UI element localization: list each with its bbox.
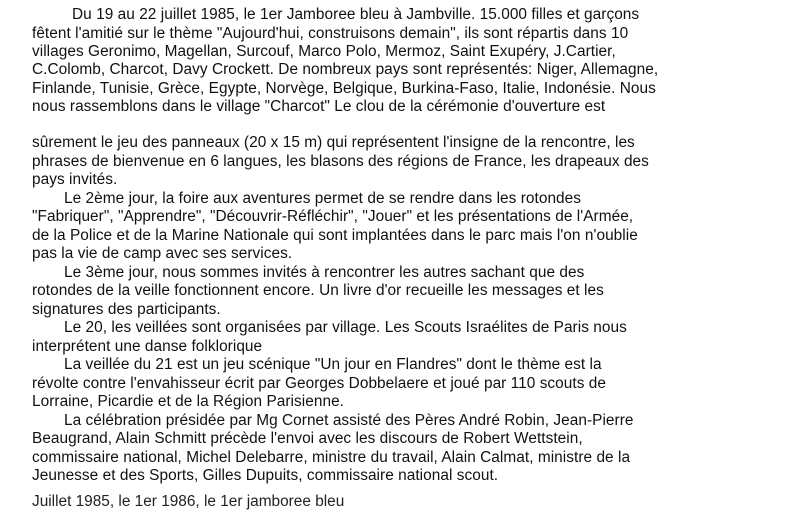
text-line-24: commissaire national, Michel Delebarre, ministre du travail, Alain Calmat, ministre de la	[32, 449, 631, 466]
text-line-21: Lorraine, Picardie et de la Région Parisienne.	[32, 393, 345, 410]
text-line-9: pays invités.	[32, 171, 118, 188]
text-line-1: Du 19 au 22 juillet 1985, le 1er Jamboree bleu à Jambville. 15.000 filles et garçons	[72, 6, 640, 23]
text-line-19: La veillée du 21 est un jeu scénique "Un jour en Flandres" dont le thème est la	[64, 356, 602, 373]
text-line-10: Le 2ème jour, la foire aux aventures permet de se rendre dans les rotondes	[64, 190, 582, 207]
text-line-8: phrases de bienvenue en 6 langues, les blasons des régions de France, les drapeaux des	[32, 153, 649, 170]
text-line-20: révolte contre l'envahisseur écrit par Georges Dobbelaere et joué par 110 scouts de	[32, 375, 607, 392]
text-line-15: rotondes de la veille fonctionnent encore. Un livre d'or recueille les messages et les	[32, 282, 604, 299]
text-line-6: nous rassemblons dans le village "Charcot" Le clou de la cérémonie d'ouverture est	[32, 98, 606, 115]
text-line-12: de la Police et de la Marine Nationale qui sont implantées dans le parc mais l'on n'oublie	[32, 227, 638, 244]
cut-off-line	[32, 493, 452, 513]
text-line-2: fêtent l'amitié sur le thème "Aujourd'hui, construisons demain", ils sont répartis dans 10	[32, 25, 629, 42]
text-line-13: pas la vie de camp avec ses services.	[32, 245, 293, 262]
text-line-14: Le 3ème jour, nous sommes invités à rencontrer les autres sachant que des	[64, 264, 585, 281]
text-line-3: villages Geronimo, Magellan, Surcouf, Marco Polo, Mermoz, Saint Exupéry, J.Cartier,	[32, 43, 616, 60]
text-line-16: signatures des participants.	[32, 301, 221, 318]
text-line-23: Beaugrand, Alain Schmitt précède l'envoi avec les discours de Robert Wettstein,	[32, 430, 583, 447]
text-line-22: La célébration présidée par Mg Cornet assisté des Pères André Robin, Jean-Pierre	[64, 412, 634, 429]
text-line-5: Finlande, Tunisie, Grèce, Egypte, Norvège, Belgique, Burkina-Faso, Italie, Indonésie. Nous	[32, 80, 656, 97]
text-line-7: sûrement le jeu des panneaux (20 x 15 m) qui représentent l'insigne de la rencontre, les	[32, 134, 635, 151]
text-line-4: C.Colomb, Charcot, Davy Crockett. De nombreux pays sont représentés: Niger, Allemagne,	[32, 61, 659, 78]
text-line-17: Le 20, les veillées sont organisées par village. Les Scouts Israélites de Paris nous	[64, 319, 627, 336]
text-line-18: interprétent une danse folklorique	[32, 338, 263, 355]
text-line-25: Jeunesse et des Sports, Gilles Dupuits, commissaire national scout.	[32, 467, 499, 484]
text-line-11: "Fabriquer", "Apprendre", "Découvrir-Réfléchir", "Jouer" et les présentations de l'Armée,	[32, 208, 634, 225]
cut-off-line-text: Juillet 1985, le 1er 1986, le 1er jamboree bleu	[32, 493, 345, 510]
